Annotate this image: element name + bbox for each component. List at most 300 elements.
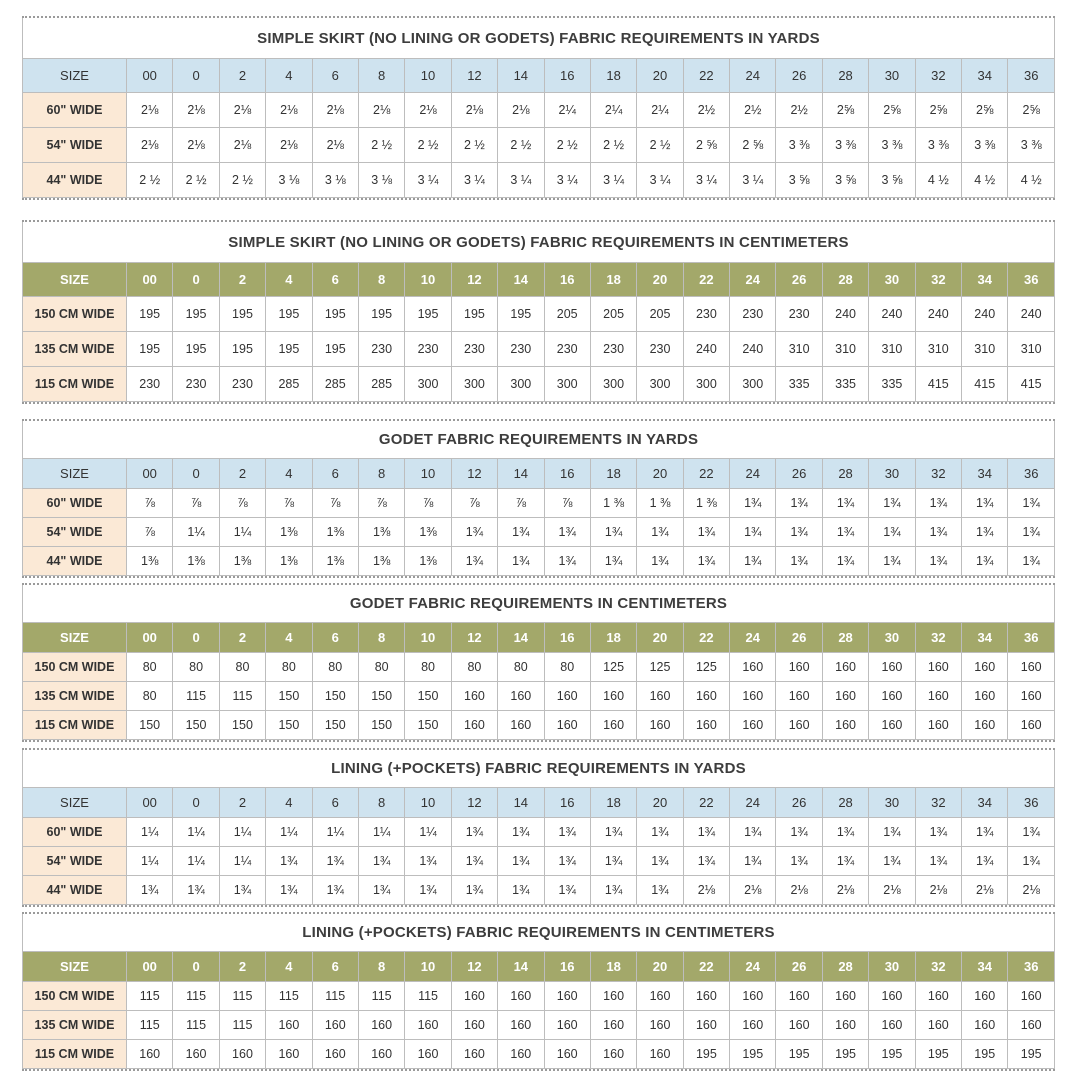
table-cell: 160 bbox=[869, 982, 915, 1011]
table-row bbox=[23, 128, 1055, 163]
table-cell: 195 bbox=[451, 297, 497, 332]
table-cell: 1¾ bbox=[173, 876, 219, 905]
table-cell: 160 bbox=[637, 1040, 683, 1069]
table-cell: 195 bbox=[173, 297, 219, 332]
table-cell: 3 ¼ bbox=[405, 163, 451, 198]
table-cell: 310 bbox=[822, 332, 868, 367]
table-cell: 115 bbox=[219, 682, 265, 711]
table-cell: 160 bbox=[219, 1040, 265, 1069]
size-column-header: 34 bbox=[962, 459, 1008, 489]
table-cell: 230 bbox=[358, 332, 404, 367]
table-cell: 1¾ bbox=[683, 518, 729, 547]
row-label: 115 CM WIDE bbox=[23, 367, 127, 402]
size-header: SIZE bbox=[23, 59, 127, 93]
size-column-header: 00 bbox=[127, 263, 173, 297]
size-column-header: 12 bbox=[451, 788, 497, 818]
table-cell: 160 bbox=[730, 711, 776, 740]
header-row bbox=[23, 59, 1055, 93]
table-cell: 310 bbox=[962, 332, 1008, 367]
table-cell: 160 bbox=[544, 1011, 590, 1040]
row-label: 135 CM WIDE bbox=[23, 682, 127, 711]
table-cell: ⅞ bbox=[358, 489, 404, 518]
size-column-header: 22 bbox=[683, 623, 729, 653]
table-cell: 160 bbox=[498, 1011, 544, 1040]
table-cell: 115 bbox=[127, 982, 173, 1011]
table-cell: 1¾ bbox=[451, 818, 497, 847]
size-column-header: 00 bbox=[127, 952, 173, 982]
table-cell: 160 bbox=[962, 682, 1008, 711]
size-column-header: 18 bbox=[590, 59, 636, 93]
table-cell: 150 bbox=[405, 711, 451, 740]
table-cell: 150 bbox=[127, 711, 173, 740]
size-column-header: 32 bbox=[915, 788, 961, 818]
table-cell: 1¾ bbox=[590, 818, 636, 847]
table-cell: 160 bbox=[637, 682, 683, 711]
table-cell: 115 bbox=[173, 1011, 219, 1040]
table-cell: 1¾ bbox=[915, 847, 961, 876]
table-cell: 150 bbox=[266, 711, 312, 740]
table-cell: 1¾ bbox=[219, 876, 265, 905]
table-cell: 2 ½ bbox=[127, 163, 173, 198]
table-cell: 1¾ bbox=[544, 847, 590, 876]
row-label: 60" WIDE bbox=[23, 489, 127, 518]
table-cell: 160 bbox=[730, 1011, 776, 1040]
table-cell: 3 ⅜ bbox=[962, 128, 1008, 163]
size-column-header: 4 bbox=[266, 263, 312, 297]
size-column-header: 36 bbox=[1008, 952, 1055, 982]
table-title: GODET FABRIC REQUIREMENTS IN YARDS bbox=[22, 421, 1055, 458]
table-cell: 1¾ bbox=[915, 818, 961, 847]
table-cell: 160 bbox=[683, 982, 729, 1011]
table-cell: 3 ⅛ bbox=[266, 163, 312, 198]
table-cell: 160 bbox=[451, 1011, 497, 1040]
row-label: 54" WIDE bbox=[23, 847, 127, 876]
table-cell: 2 ½ bbox=[405, 128, 451, 163]
table-cell: 1¾ bbox=[590, 547, 636, 576]
size-column-header: 34 bbox=[962, 788, 1008, 818]
table-cell: 3 ¼ bbox=[683, 163, 729, 198]
table-cell: 1¾ bbox=[358, 847, 404, 876]
table-cell: 1¾ bbox=[451, 518, 497, 547]
table-cell: 160 bbox=[776, 653, 822, 682]
table-cell: 1¾ bbox=[1008, 518, 1055, 547]
size-column-header: 18 bbox=[590, 952, 636, 982]
size-column-header: 4 bbox=[266, 59, 312, 93]
size-column-header: 24 bbox=[730, 623, 776, 653]
table-cell: 80 bbox=[312, 653, 358, 682]
size-column-header: 28 bbox=[822, 952, 868, 982]
table-cell: 150 bbox=[358, 682, 404, 711]
size-column-header: 10 bbox=[405, 788, 451, 818]
table-cell: 195 bbox=[822, 1040, 868, 1069]
header-row bbox=[23, 952, 1055, 982]
table-cell: 160 bbox=[869, 1011, 915, 1040]
size-column-header: 10 bbox=[405, 952, 451, 982]
size-column-header: 0 bbox=[173, 59, 219, 93]
table-title: SIMPLE SKIRT (NO LINING OR GODETS) FABRIC REQUIREMENTS IN CENTIMETERS bbox=[22, 222, 1055, 262]
table-cell: 1⅜ bbox=[405, 518, 451, 547]
table-title: SIMPLE SKIRT (NO LINING OR GODETS) FABRIC REQUIREMENTS IN YARDS bbox=[22, 18, 1055, 58]
table-cell: 115 bbox=[173, 682, 219, 711]
row-label: 115 CM WIDE bbox=[23, 711, 127, 740]
table-cell: 230 bbox=[219, 367, 265, 402]
size-column-header: 4 bbox=[266, 459, 312, 489]
size-column-header: 10 bbox=[405, 623, 451, 653]
table-cell: 2½ bbox=[776, 93, 822, 128]
size-column-header: 24 bbox=[730, 952, 776, 982]
size-column-header: 00 bbox=[127, 459, 173, 489]
size-column-header: 8 bbox=[358, 263, 404, 297]
table-cell: 195 bbox=[915, 1040, 961, 1069]
size-column-header: 12 bbox=[451, 459, 497, 489]
table-cell: 1¼ bbox=[127, 847, 173, 876]
table-cell: 160 bbox=[730, 982, 776, 1011]
table-row bbox=[23, 982, 1055, 1011]
table-cell: 80 bbox=[451, 653, 497, 682]
size-column-header: 30 bbox=[869, 623, 915, 653]
size-column-header: 20 bbox=[637, 263, 683, 297]
table-cell: 125 bbox=[590, 653, 636, 682]
table-cell: 1⅜ bbox=[127, 547, 173, 576]
table-cell: 4 ½ bbox=[1008, 163, 1055, 198]
table-cell: 1¼ bbox=[173, 818, 219, 847]
table-cell: 230 bbox=[127, 367, 173, 402]
table-cell: 160 bbox=[962, 1011, 1008, 1040]
table-cell: 2⅛ bbox=[822, 876, 868, 905]
table-cell: 2⅛ bbox=[266, 128, 312, 163]
table-row bbox=[23, 682, 1055, 711]
table-cell: 1¾ bbox=[776, 547, 822, 576]
table-cell: 2 ½ bbox=[637, 128, 683, 163]
requirements-table-6 bbox=[22, 912, 1055, 1071]
size-column-header: 28 bbox=[822, 459, 868, 489]
table-row bbox=[23, 367, 1055, 402]
table-cell: 115 bbox=[219, 1011, 265, 1040]
size-column-header: 12 bbox=[451, 623, 497, 653]
size-column-header: 34 bbox=[962, 59, 1008, 93]
table-cell: 205 bbox=[637, 297, 683, 332]
table-cell: 1¼ bbox=[173, 518, 219, 547]
table-cell: 150 bbox=[266, 682, 312, 711]
requirements-table-3 bbox=[22, 419, 1055, 578]
table-cell: 160 bbox=[590, 1011, 636, 1040]
table-cell: 1¾ bbox=[637, 547, 683, 576]
table-cell: 1¾ bbox=[498, 876, 544, 905]
row-label: 44" WIDE bbox=[23, 547, 127, 576]
table-cell: 230 bbox=[451, 332, 497, 367]
table-cell: 150 bbox=[173, 711, 219, 740]
size-column-header: 28 bbox=[822, 623, 868, 653]
table-cell: 300 bbox=[405, 367, 451, 402]
table-cell: 2⅛ bbox=[1008, 876, 1055, 905]
table-cell: 160 bbox=[730, 682, 776, 711]
size-column-header: 14 bbox=[498, 59, 544, 93]
table-cell: 115 bbox=[173, 982, 219, 1011]
size-column-header: 22 bbox=[683, 459, 729, 489]
table-cell: 195 bbox=[219, 332, 265, 367]
table-cell: 1¾ bbox=[776, 818, 822, 847]
size-column-header: 2 bbox=[219, 263, 265, 297]
table-cell: 1¾ bbox=[637, 818, 683, 847]
table-cell: 1¾ bbox=[590, 518, 636, 547]
table-cell: 160 bbox=[822, 653, 868, 682]
table-cell: 160 bbox=[1008, 1011, 1055, 1040]
size-column-header: 24 bbox=[730, 59, 776, 93]
table-cell: 80 bbox=[266, 653, 312, 682]
table-cell: 230 bbox=[776, 297, 822, 332]
table-cell: 160 bbox=[776, 1011, 822, 1040]
table-cell: 1¼ bbox=[312, 818, 358, 847]
size-grid bbox=[22, 622, 1055, 740]
table-row bbox=[23, 711, 1055, 740]
table-cell: 3 ⅜ bbox=[915, 128, 961, 163]
table-cell: 300 bbox=[683, 367, 729, 402]
size-column-header: 22 bbox=[683, 952, 729, 982]
size-column-header: 00 bbox=[127, 788, 173, 818]
table-cell: 1¾ bbox=[358, 876, 404, 905]
size-column-header: 10 bbox=[405, 263, 451, 297]
size-header: SIZE bbox=[23, 263, 127, 297]
table-cell: 160 bbox=[915, 653, 961, 682]
table-cell: 3 ⅛ bbox=[358, 163, 404, 198]
table-cell: 415 bbox=[962, 367, 1008, 402]
table-cell: 1⅜ bbox=[266, 518, 312, 547]
table-cell: 2 ½ bbox=[173, 163, 219, 198]
size-column-header: 20 bbox=[637, 459, 683, 489]
size-column-header: 32 bbox=[915, 952, 961, 982]
table-cell: 160 bbox=[266, 1011, 312, 1040]
size-column-header: 18 bbox=[590, 788, 636, 818]
table-cell: 230 bbox=[730, 297, 776, 332]
table-cell: 1¾ bbox=[683, 847, 729, 876]
row-label: 60" WIDE bbox=[23, 93, 127, 128]
size-column-header: 30 bbox=[869, 59, 915, 93]
table-cell: 1¾ bbox=[776, 518, 822, 547]
row-label: 150 CM WIDE bbox=[23, 297, 127, 332]
header-row bbox=[23, 459, 1055, 489]
size-column-header: 6 bbox=[312, 623, 358, 653]
table-row bbox=[23, 332, 1055, 367]
size-column-header: 16 bbox=[544, 59, 590, 93]
table-cell: ⅞ bbox=[498, 489, 544, 518]
table-cell: 2⅛ bbox=[173, 93, 219, 128]
table-cell: 3 ¼ bbox=[498, 163, 544, 198]
table-cell: 80 bbox=[544, 653, 590, 682]
table-cell: 195 bbox=[266, 297, 312, 332]
table-cell: 160 bbox=[544, 682, 590, 711]
size-column-header: 36 bbox=[1008, 623, 1055, 653]
table-cell: 2⅛ bbox=[405, 93, 451, 128]
table-cell: 2⅝ bbox=[962, 93, 1008, 128]
size-column-header: 18 bbox=[590, 263, 636, 297]
table-cell: 2 ⅝ bbox=[683, 128, 729, 163]
table-cell: 160 bbox=[637, 982, 683, 1011]
size-column-header: 8 bbox=[358, 623, 404, 653]
table-cell: 160 bbox=[822, 682, 868, 711]
table-cell: 160 bbox=[312, 1011, 358, 1040]
table-cell: 1¾ bbox=[962, 518, 1008, 547]
table-cell: 195 bbox=[1008, 1040, 1055, 1069]
table-cell: 160 bbox=[915, 682, 961, 711]
size-column-header: 34 bbox=[962, 623, 1008, 653]
size-column-header: 00 bbox=[127, 623, 173, 653]
table-cell: 1¾ bbox=[822, 818, 868, 847]
table-cell: ⅞ bbox=[127, 518, 173, 547]
table-row bbox=[23, 518, 1055, 547]
table-cell: 160 bbox=[869, 653, 915, 682]
size-column-header: 20 bbox=[637, 59, 683, 93]
table-cell: 1¾ bbox=[544, 876, 590, 905]
table-cell: 1¾ bbox=[544, 818, 590, 847]
table-cell: 195 bbox=[498, 297, 544, 332]
table-cell: 1¾ bbox=[544, 518, 590, 547]
table-cell: 1¾ bbox=[962, 489, 1008, 518]
table-row bbox=[23, 163, 1055, 198]
table-title: LINING (+POCKETS) FABRIC REQUIREMENTS IN YARDS bbox=[22, 750, 1055, 787]
row-label: 135 CM WIDE bbox=[23, 1011, 127, 1040]
size-column-header: 2 bbox=[219, 788, 265, 818]
table-cell: 1 ⅜ bbox=[683, 489, 729, 518]
table-cell: 1¾ bbox=[683, 547, 729, 576]
table-cell: 1¾ bbox=[451, 847, 497, 876]
table-cell: 240 bbox=[683, 332, 729, 367]
size-header: SIZE bbox=[23, 952, 127, 982]
table-row bbox=[23, 297, 1055, 332]
table-cell: 2⅝ bbox=[822, 93, 868, 128]
table-cell: 160 bbox=[776, 982, 822, 1011]
table-cell: 195 bbox=[173, 332, 219, 367]
size-column-header: 8 bbox=[358, 459, 404, 489]
table-cell: 1¾ bbox=[915, 518, 961, 547]
table-cell: 300 bbox=[590, 367, 636, 402]
table-cell: 160 bbox=[590, 1040, 636, 1069]
table-cell: 1⅜ bbox=[312, 547, 358, 576]
table-cell: 2 ½ bbox=[498, 128, 544, 163]
table-cell: 1¾ bbox=[869, 489, 915, 518]
table-cell: ⅞ bbox=[405, 489, 451, 518]
table-cell: 2⅛ bbox=[451, 93, 497, 128]
table-cell: 1¾ bbox=[962, 847, 1008, 876]
size-column-header: 6 bbox=[312, 263, 358, 297]
table-row bbox=[23, 489, 1055, 518]
table-cell: 1¾ bbox=[869, 847, 915, 876]
table-cell: 3 ⅜ bbox=[869, 128, 915, 163]
size-column-header: 22 bbox=[683, 59, 729, 93]
table-cell: 1¼ bbox=[358, 818, 404, 847]
size-grid bbox=[22, 458, 1055, 576]
table-cell: 1⅜ bbox=[312, 518, 358, 547]
table-cell: 160 bbox=[498, 682, 544, 711]
table-cell: 160 bbox=[730, 653, 776, 682]
table-cell: 2⅛ bbox=[358, 93, 404, 128]
table-cell: 160 bbox=[312, 1040, 358, 1069]
table-cell: 1¼ bbox=[266, 818, 312, 847]
table-cell: 195 bbox=[219, 297, 265, 332]
size-column-header: 34 bbox=[962, 263, 1008, 297]
table-cell: 1¾ bbox=[1008, 847, 1055, 876]
table-cell: 1¾ bbox=[730, 518, 776, 547]
table-cell: 195 bbox=[358, 297, 404, 332]
table-cell: 240 bbox=[1008, 297, 1055, 332]
table-cell: 2⅛ bbox=[266, 93, 312, 128]
table-cell: 115 bbox=[405, 982, 451, 1011]
table-cell: 195 bbox=[405, 297, 451, 332]
table-cell: 160 bbox=[451, 982, 497, 1011]
size-column-header: 36 bbox=[1008, 59, 1055, 93]
table-cell: 2 ½ bbox=[590, 128, 636, 163]
size-column-header: 14 bbox=[498, 623, 544, 653]
table-cell: 160 bbox=[822, 982, 868, 1011]
table-cell: 160 bbox=[915, 711, 961, 740]
table-cell: 1¾ bbox=[683, 818, 729, 847]
size-column-header: 24 bbox=[730, 459, 776, 489]
requirements-table-5 bbox=[22, 748, 1055, 907]
row-label: 150 CM WIDE bbox=[23, 653, 127, 682]
size-column-header: 0 bbox=[173, 459, 219, 489]
table-cell: 1¼ bbox=[219, 818, 265, 847]
table-cell: 335 bbox=[822, 367, 868, 402]
table-cell: 160 bbox=[590, 982, 636, 1011]
table-cell: 2¼ bbox=[544, 93, 590, 128]
header-row bbox=[23, 788, 1055, 818]
table-cell: 1¾ bbox=[730, 547, 776, 576]
table-cell: 1¾ bbox=[822, 518, 868, 547]
table-cell: 2⅛ bbox=[915, 876, 961, 905]
size-column-header: 30 bbox=[869, 263, 915, 297]
table-cell: 160 bbox=[1008, 711, 1055, 740]
table-cell: 310 bbox=[1008, 332, 1055, 367]
table-cell: 300 bbox=[498, 367, 544, 402]
table-cell: 3 ⅝ bbox=[822, 163, 868, 198]
table-cell: 1¼ bbox=[127, 818, 173, 847]
table-row bbox=[23, 876, 1055, 905]
size-column-header: 36 bbox=[1008, 788, 1055, 818]
table-cell: 1¾ bbox=[127, 876, 173, 905]
table-cell: 160 bbox=[173, 1040, 219, 1069]
table-cell: 2⅛ bbox=[127, 128, 173, 163]
table-cell: 300 bbox=[637, 367, 683, 402]
table-cell: 1⅜ bbox=[219, 547, 265, 576]
table-cell: 3 ¼ bbox=[590, 163, 636, 198]
table-cell: 2⅛ bbox=[962, 876, 1008, 905]
table-cell: 335 bbox=[869, 367, 915, 402]
size-column-header: 30 bbox=[869, 788, 915, 818]
table-cell: 2⅛ bbox=[219, 93, 265, 128]
table-cell: 300 bbox=[730, 367, 776, 402]
table-cell: 160 bbox=[683, 682, 729, 711]
table-cell: 115 bbox=[358, 982, 404, 1011]
table-cell: 1¾ bbox=[730, 818, 776, 847]
table-cell: 2⅛ bbox=[776, 876, 822, 905]
table-cell: 4 ½ bbox=[962, 163, 1008, 198]
table-cell: 160 bbox=[776, 711, 822, 740]
size-column-header: 14 bbox=[498, 263, 544, 297]
table-cell: 150 bbox=[219, 711, 265, 740]
table-cell: 2 ½ bbox=[219, 163, 265, 198]
table-cell: 1¾ bbox=[822, 547, 868, 576]
table-cell: 3 ⅜ bbox=[1008, 128, 1055, 163]
table-row bbox=[23, 547, 1055, 576]
size-column-header: 14 bbox=[498, 459, 544, 489]
row-label: 60" WIDE bbox=[23, 818, 127, 847]
table-cell: 2⅛ bbox=[730, 876, 776, 905]
header-row bbox=[23, 263, 1055, 297]
table-cell: 1¾ bbox=[1008, 489, 1055, 518]
table-cell: 3 ⅛ bbox=[312, 163, 358, 198]
size-column-header: 6 bbox=[312, 59, 358, 93]
table-cell: 230 bbox=[590, 332, 636, 367]
table-cell: 160 bbox=[776, 682, 822, 711]
